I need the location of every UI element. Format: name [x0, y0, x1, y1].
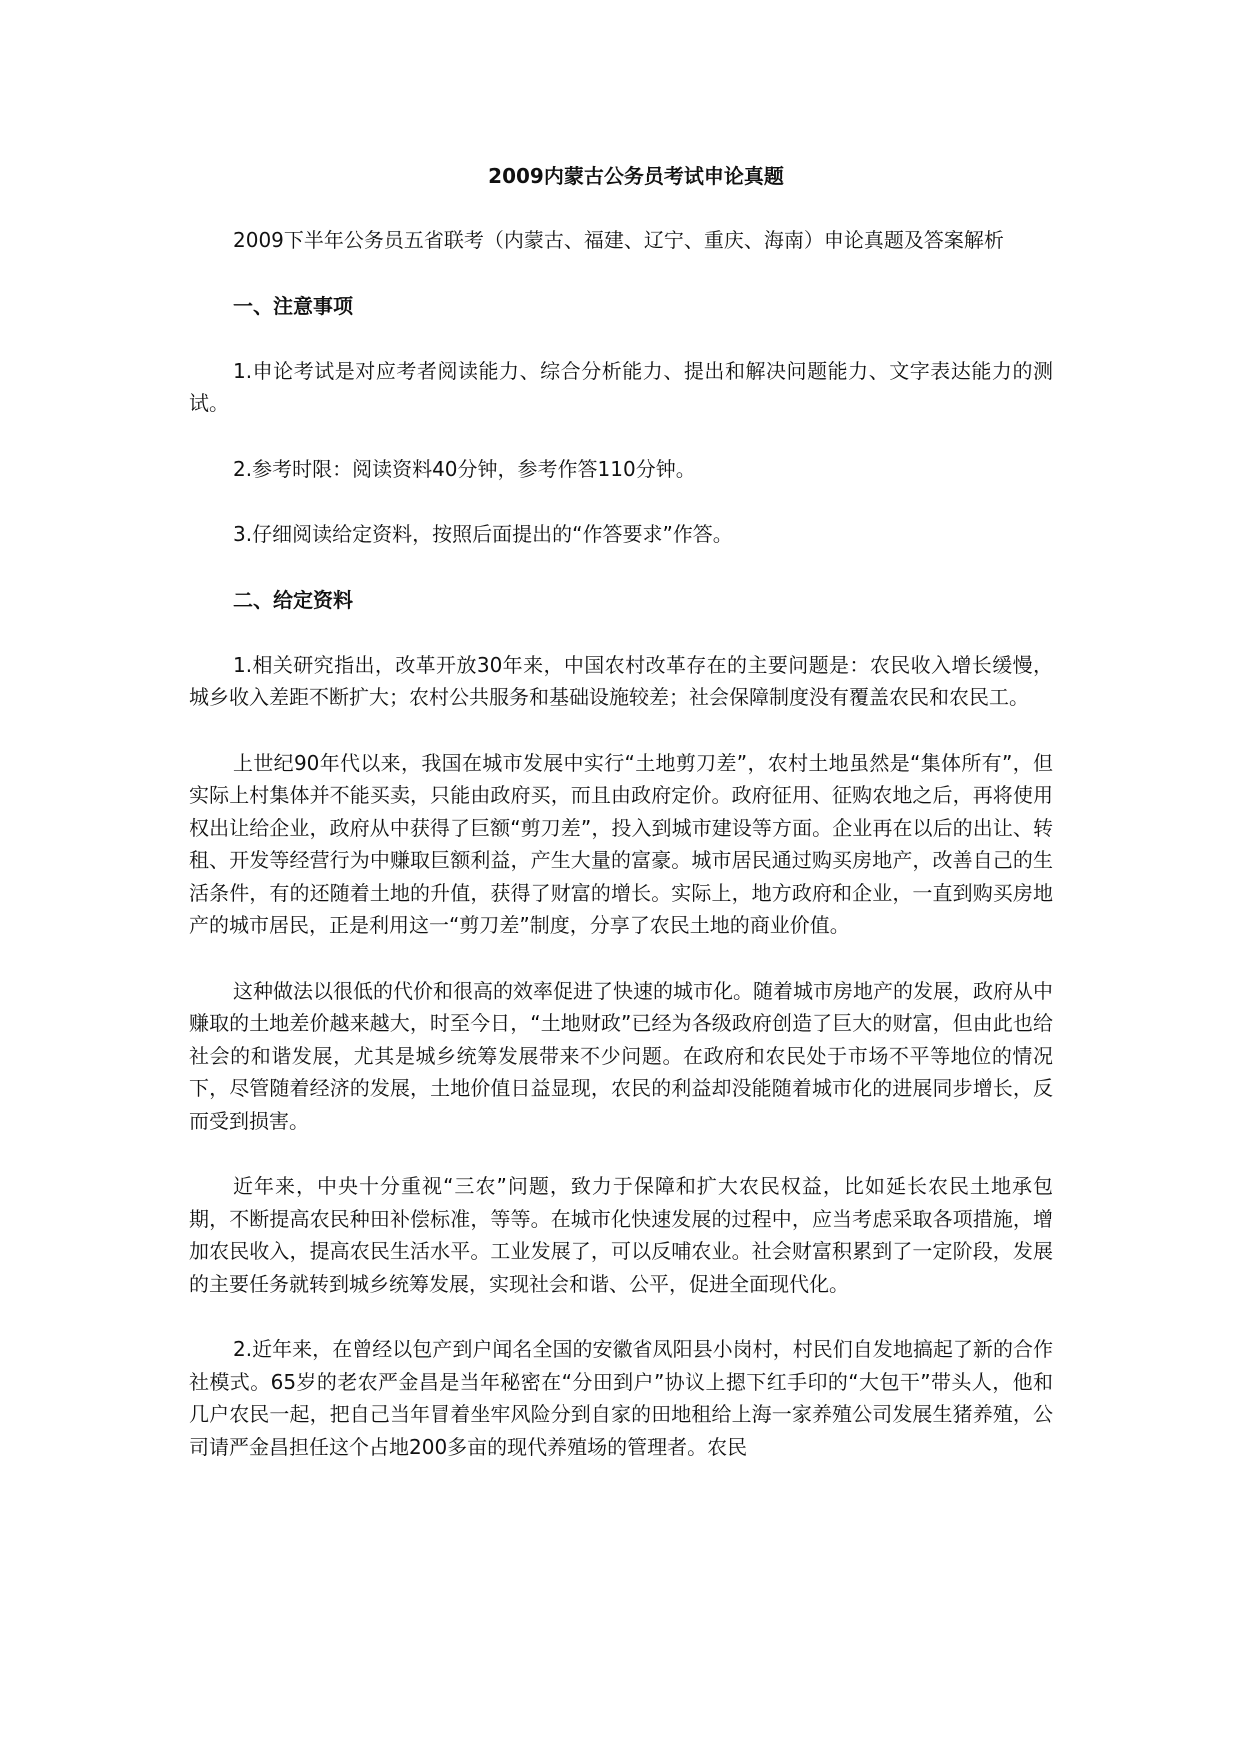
- notes-item-3: 3.仔细阅读给定资料，按照后面提出的“作答要求”作答。: [233, 522, 733, 546]
- document-page: [189, 160, 1053, 1496]
- notes-item-2: 2.参考时限：阅读资料40分钟，参考作答110分钟。: [233, 456, 696, 481]
- notes-item-1: 1.申论考试是对应考者阅读能力、综合分析能力、提出和解决问题能力、文字表达能力的测试。: [189, 358, 1053, 415]
- material-paragraph-2: 上世纪90年代以来，我国在城市发展中实行“土地剪刀差”，农村土地虽然是“集体所有”，但实际上村集体并不能买卖，只能由政府买，而且由政府定价。政府征用、征购农地之后，再将使用权出让给企业，政府从中获得了巨额“剪刀差”，投入到城市建设等方面。企业再在以后的出让、转租、开发等经营行为中赚取巨额利益，产生大量的富豪。城市居民通过购买房地产，改善自己的生活条件，有的还随着土地的升值，获得了财富的增长。实际上，地方政府和企业，一直到购买房地产的城市居民，正是利用这一“剪刀差”制度，分享了农民土地的商业价值。: [189, 750, 1053, 937]
- section-heading-notes: 一、注意事项: [233, 293, 353, 318]
- material-paragraph-3: 这种做法以很低的代价和很高的效率促进了快速的城市化。随着城市房地产的发展，政府从中赚取的土地差价越来越大，时至今日，“土地财政”已经为各级政府创造了巨大的财富，但由此也给社会的和谐发展，尤其是城乡统筹发展带来不少问题。在政府和农民处于市场不平等地位的情况下，尽管随着经济的发展，土地价值日益显现，农民的利益却没能随着城市化的进展同步增长，反而受到损害。: [189, 978, 1053, 1133]
- material-paragraph-5: 2.近年来，在曾经以包产到户闻名全国的安徽省凤阳县小岗村，村民们自发地搞起了新的合作社模式。65岁的老农严金昌是当年秘密在“分田到户”协议上摁下红手印的“大包干”带头人，他和几户农民一起，把自己当年冒着坐牢风险分到自家的田地租给上海一家养殖公司发展生猪养殖，公司请严金昌担任这个占地200多亩的现代养殖场的管理者。农民: [189, 1337, 1053, 1459]
- material-paragraph-4: 近年来，中央十分重视“三农”问题，致力于保障和扩大农民权益，比如延长农民土地承包期，不断提高农民种田补偿标准，等等。在城市化快速发展的过程中，应当考虑采取各项措施，增加农民收入，提高农民生活水平。工业发展了，可以反哺农业。社会财富积累到了一定阶段，发展的主要任务就转到城乡统筹发展，实现社会和谐、公平，促进全面现代化。: [189, 1174, 1053, 1296]
- material-paragraph-1: 1.相关研究指出，改革开放30年来，中国农村改革存在的主要问题是：农民收入增长缓慢，城乡收入差距不断扩大；农村公共服务和基础设施较差；社会保障制度没有覆盖农民和农民工。: [189, 652, 1053, 709]
- document-title: 2009内蒙古公务员考试申论真题: [488, 164, 784, 188]
- document-subtitle: 2009下半年公务员五省联考（内蒙古、福建、辽宁、重庆、海南）申论真题及答案解析: [233, 228, 1004, 252]
- section-heading-materials: 二、给定资料: [233, 587, 353, 612]
